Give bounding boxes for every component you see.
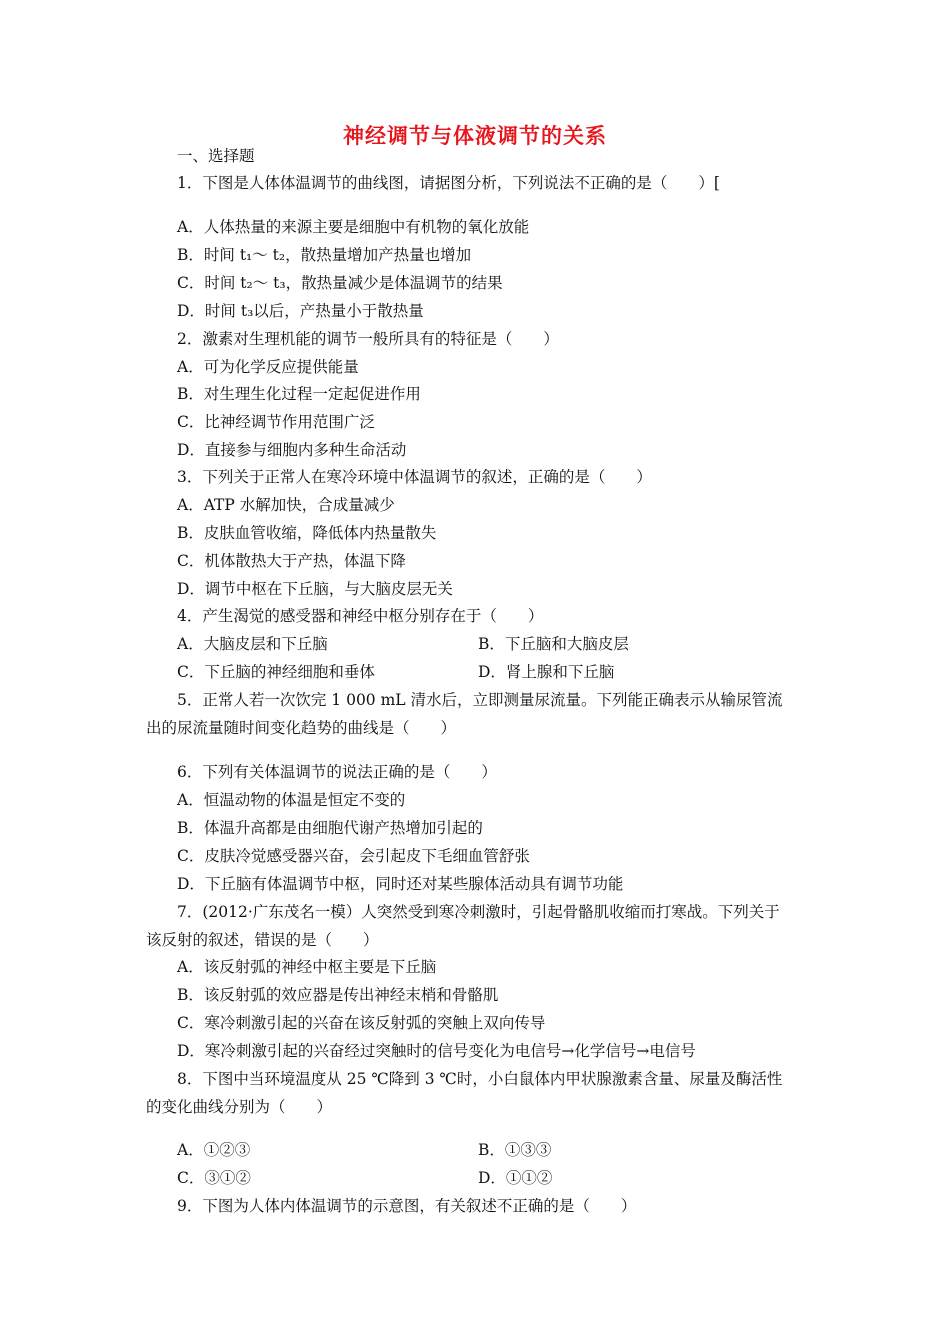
q6-option-d: D．下丘脑有体温调节中枢，同时还对某些腺体活动具有调节功能 xyxy=(177,875,624,893)
q8-option-b: B．①③③ xyxy=(478,1141,552,1159)
q3-option-d: D．调节中枢在下丘脑，与大脑皮层无关 xyxy=(177,580,453,598)
q5-stem-line2: 出的尿流量随时间变化趋势的曲线是（ ） xyxy=(146,719,457,737)
q1-option-d: D．时间 t₃以后，产热量小于散热量 xyxy=(177,302,424,320)
section-heading: 一、选择题 xyxy=(177,147,255,165)
q6-stem: 6．下列有关体温调节的说法正确的是（ ） xyxy=(177,763,497,781)
q3-option-a: A．ATP 水解加快，合成量减少 xyxy=(177,496,395,514)
q2-option-d: D．直接参与细胞内多种生命活动 xyxy=(177,441,407,459)
q3-option-b: B．皮肤血管收缩，降低体内热量散失 xyxy=(177,524,437,542)
q2-option-c: C．比神经调节作用范围广泛 xyxy=(177,413,375,431)
q1-option-b: B．时间 t₁～ t₂，散热量增加产热量也增加 xyxy=(177,246,472,264)
q2-option-a: A．可为化学反应提供能量 xyxy=(177,358,359,376)
q3-stem: 3．下列关于正常人在寒冷环境中体温调节的叙述，正确的是（ ） xyxy=(177,468,652,486)
q4-option-c: C．下丘脑的神经细胞和垂体 xyxy=(177,663,375,681)
q1-stem: 1．下图是人体体温调节的曲线图，请据图分析，下列说法不正确的是（ ）[ xyxy=(177,174,720,192)
q9-stem: 9．下图为人体内体温调节的示意图，有关叙述不正确的是（ ） xyxy=(177,1197,637,1215)
q8-stem-line2: 的变化曲线分别为（ ） xyxy=(146,1098,333,1116)
q8-option-a: A．①②③ xyxy=(177,1141,251,1159)
q3-option-c: C．机体散热大于产热，体温下降 xyxy=(177,552,406,570)
q1-option-c: C．时间 t₂～ t₃，散热量减少是体温调节的结果 xyxy=(177,274,503,292)
q4-option-d: D．肾上腺和下丘脑 xyxy=(478,663,615,681)
page-title: 神经调节与体液调节的关系 xyxy=(343,124,607,148)
q6-option-b: B．体温升高都是由细胞代谢产热增加引起的 xyxy=(177,819,483,837)
q1-option-a: A．人体热量的来源主要是细胞中有机物的氧化放能 xyxy=(177,218,530,236)
q6-option-a: A．恒温动物的体温是恒定不变的 xyxy=(177,791,406,809)
q7-stem-line2: 该反射的叙述，错误的是（ ） xyxy=(146,931,379,949)
q6-option-c: C．皮肤冷觉感受器兴奋，会引起皮下毛细血管舒张 xyxy=(177,847,530,865)
q2-option-b: B．对生理生化过程一定起促进作用 xyxy=(177,385,421,403)
q4-option-a: A．大脑皮层和下丘脑 xyxy=(177,635,328,653)
q5-stem-line1: 5．正常人若一次饮完 1 000 mL 清水后，立即测量尿流量。下列能正确表示从输尿管流 xyxy=(177,691,783,709)
q8-option-d: D．①①② xyxy=(478,1169,553,1187)
q7-stem-line1: 7．(2012·广东茂名一模）人突然受到寒冷刺激时，引起骨骼肌收缩而打寒战。下列关于 xyxy=(177,903,780,921)
q4-option-b: B．下丘脑和大脑皮层 xyxy=(478,635,629,653)
q8-option-c: C．③①② xyxy=(177,1169,251,1187)
q7-option-c: C．寒冷刺激引起的兴奋在该反射弧的突触上双向传导 xyxy=(177,1014,546,1032)
q7-option-a: A．该反射弧的神经中枢主要是下丘脑 xyxy=(177,958,437,976)
q8-stem-line1: 8．下图中当环境温度从 25 ℃降到 3 ℃时，小白鼠体内甲状腺激素含量、尿量及酶活性 xyxy=(177,1070,783,1088)
q4-stem: 4．产生渴觉的感受器和神经中枢分别存在于（ ） xyxy=(177,607,544,625)
q2-stem: 2．激素对生理机能的调节一般所具有的特征是（ ） xyxy=(177,330,559,348)
q7-option-b: B．该反射弧的效应器是传出神经末梢和骨骼肌 xyxy=(177,986,499,1004)
q7-option-d: D．寒冷刺激引起的兴奋经过突触时的信号变化为电信号→化学信号→电信号 xyxy=(177,1042,696,1060)
